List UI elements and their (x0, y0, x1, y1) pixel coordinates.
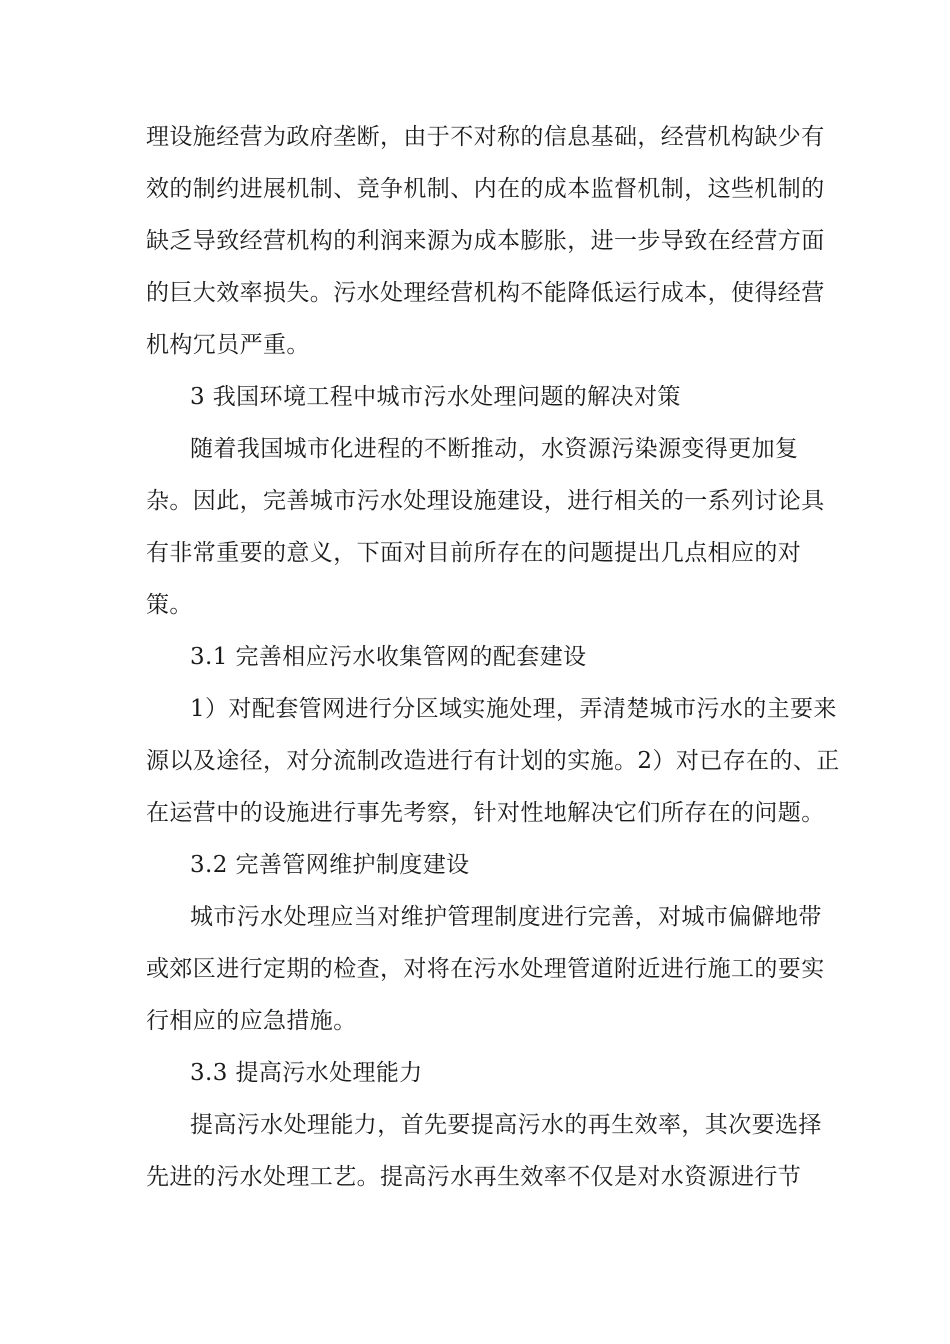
body-text-line: 源以及途径，对分流制改造进行有计划的实施。2）对已存在的、正 (146, 748, 840, 774)
body-text-line: 有非常重要的意义，下面对目前所存在的问题提出几点相应的对 (146, 540, 802, 566)
subsection-heading: 3.2 完善管网维护制度建设 (190, 852, 470, 878)
body-text-line: 理设施经营为政府垄断，由于不对称的信息基础，经营机构缺少有 (146, 124, 825, 150)
body-text-line: 策。 (146, 592, 193, 618)
body-text-line: 城市污水处理应当对维护管理制度进行完善，对城市偏僻地带 (190, 904, 822, 930)
body-text-line: 的巨大效率损失。污水处理经营机构不能降低运行成本，使得经营 (146, 280, 825, 306)
body-text-line: 杂。因此，完善城市污水处理设施建设，进行相关的一系列讨论具 (146, 488, 825, 514)
body-text-line: 提高污水处理能力，首先要提高污水的再生效率，其次要选择 (190, 1112, 822, 1138)
section-heading: 3 我国环境工程中城市污水处理问题的解决对策 (190, 384, 681, 410)
subsection-heading: 3.1 完善相应污水收集管网的配套建设 (190, 644, 587, 670)
body-text-line: 缺乏导致经营机构的利润来源为成本膨胀，进一步导致在经营方面 (146, 228, 825, 254)
body-text-line: 行相应的应急措施。 (146, 1008, 357, 1034)
body-text-line: 或郊区进行定期的检查，对将在污水处理管道附近进行施工的要实 (146, 956, 825, 982)
body-text-line: 机构冗员严重。 (146, 332, 310, 358)
body-text-line: 随着我国城市化进程的不断推动，水资源污染源变得更加复 (190, 436, 799, 462)
body-text-line: 在运营中的设施进行事先考察，针对性地解决它们所存在的问题。 (146, 800, 825, 826)
body-text-line: 1）对配套管网进行分区域实施处理，弄清楚城市污水的主要来 (190, 696, 837, 722)
body-text-line: 效的制约进展机制、竞争机制、内在的成本监督机制，这些机制的 (146, 176, 825, 202)
subsection-heading: 3.3 提高污水处理能力 (190, 1060, 423, 1086)
body-text-line: 先进的污水处理工艺。提高污水再生效率不仅是对水资源进行节 (146, 1164, 802, 1190)
